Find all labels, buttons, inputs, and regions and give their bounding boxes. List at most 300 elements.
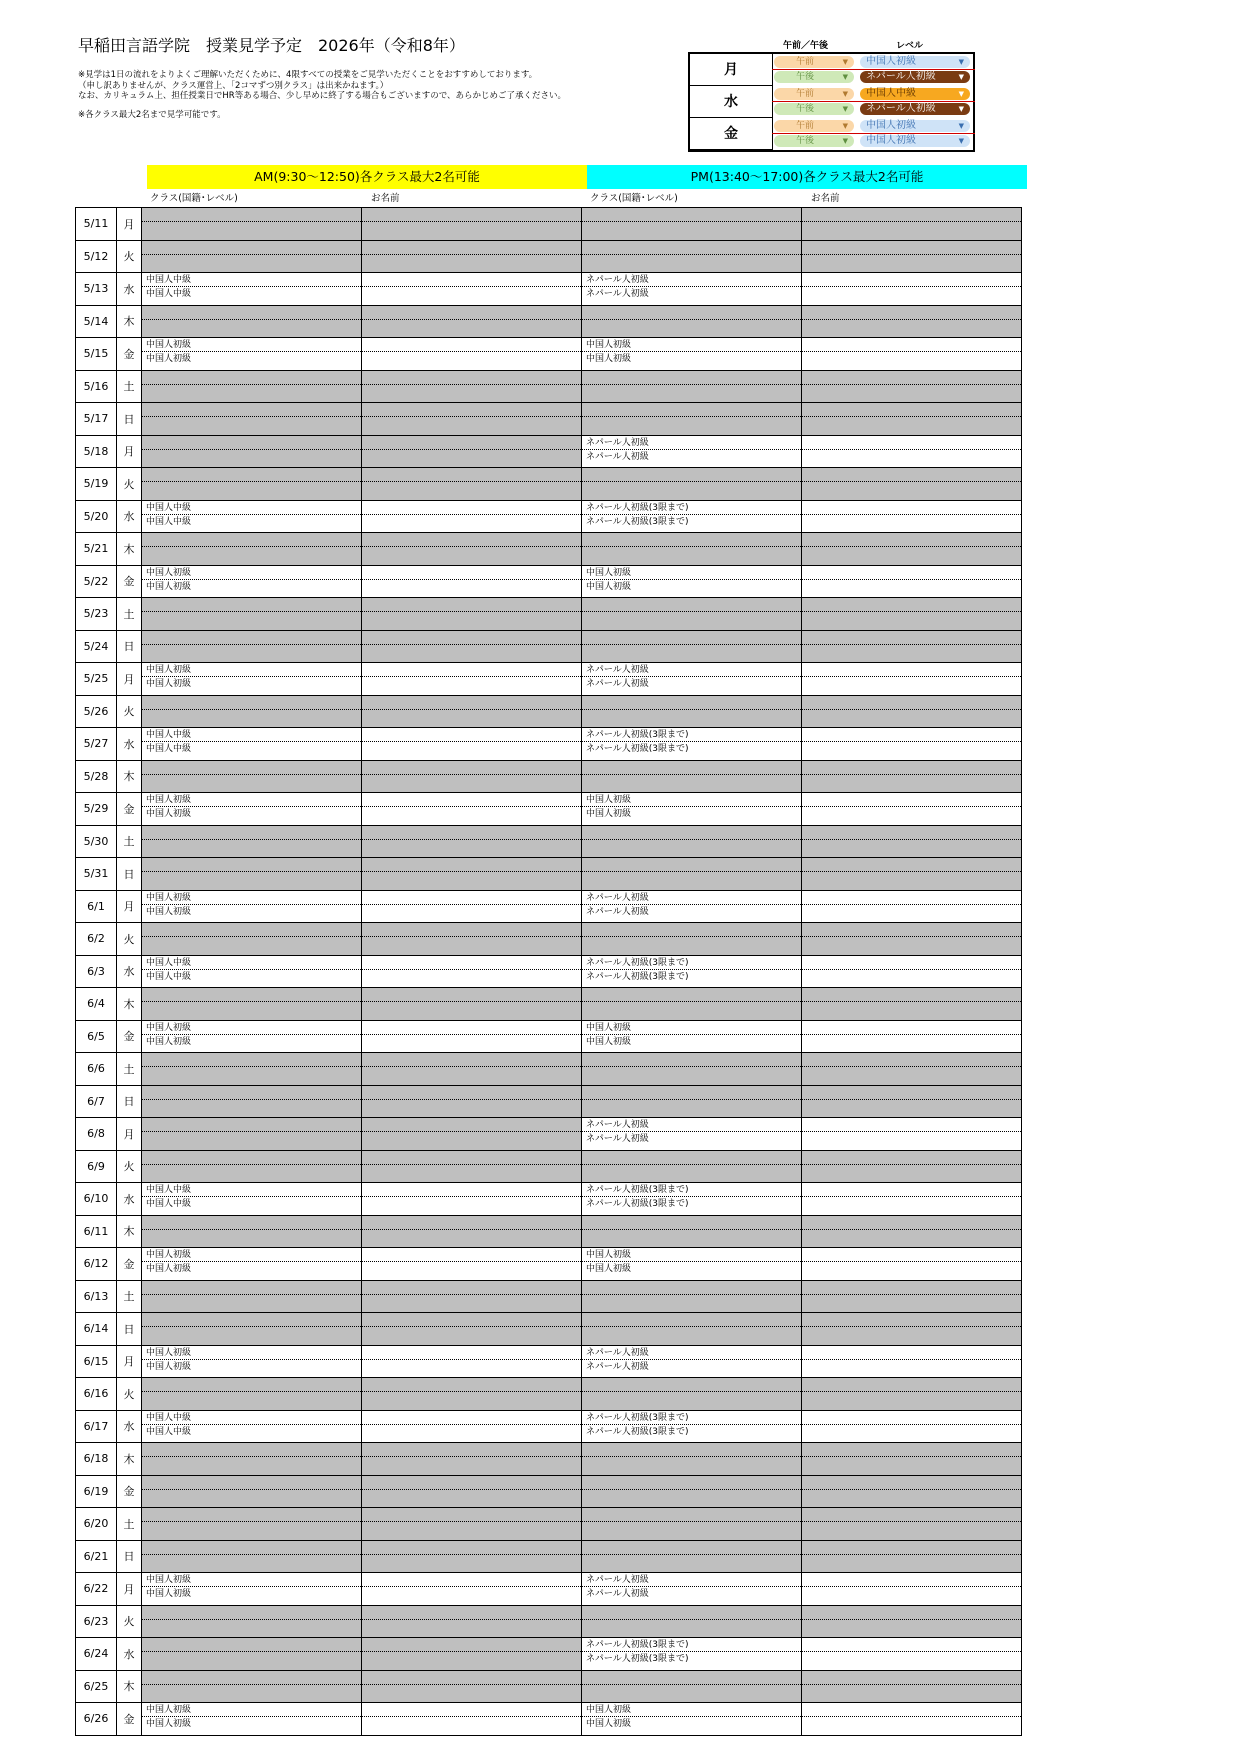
schedule-row [76, 1020, 1022, 1053]
cell-line [802, 807, 1021, 821]
schedule-row [76, 1410, 1022, 1443]
cell-line [802, 728, 1021, 742]
pm-name-cell[interactable] [802, 565, 1022, 598]
cell-line [582, 826, 801, 840]
cell-line: 中国人初級 [146, 1264, 192, 1274]
row-date: 5/29 [76, 793, 117, 826]
am-class-cell [142, 338, 362, 371]
cell-line [362, 645, 581, 659]
cell-line [582, 533, 801, 547]
cell-line [582, 1476, 801, 1490]
cell-line [142, 1392, 361, 1406]
row-weekday: 金 [117, 1703, 142, 1736]
cell-line [802, 970, 1021, 984]
am-name-cell [362, 630, 582, 663]
row-date: 6/12 [76, 1248, 117, 1281]
cell-line [362, 807, 581, 821]
cell-line [142, 241, 361, 255]
pm-class-cell [582, 1508, 802, 1541]
cell-line [362, 742, 581, 756]
row-weekday: 金 [117, 1020, 142, 1053]
am-class-cell [142, 728, 362, 761]
cell-line [582, 1086, 801, 1100]
pm-name-cell[interactable] [802, 500, 1022, 533]
pm-class-cell [582, 533, 802, 566]
cell-line [802, 306, 1021, 320]
am-class-cell [142, 370, 362, 403]
pm-name-cell[interactable] [802, 728, 1022, 761]
legend-am-level-select[interactable] [860, 120, 970, 132]
schedule-row [76, 468, 1022, 501]
pm-name-header: お名前 [811, 193, 840, 204]
cell-line [802, 1346, 1021, 1360]
cell-line [802, 710, 1021, 724]
pm-class-cell [582, 858, 802, 891]
row-weekday: 月 [117, 208, 142, 241]
pm-name-cell [802, 1670, 1022, 1703]
pm-name-cell[interactable] [802, 663, 1022, 696]
pm-class-cell [582, 598, 802, 631]
row-date: 6/7 [76, 1085, 117, 1118]
cell-line [802, 320, 1021, 334]
cell-line [802, 645, 1021, 659]
am-name-cell [362, 435, 582, 468]
schedule-row [76, 598, 1022, 631]
cell-line [362, 371, 581, 385]
legend-am-select[interactable] [774, 120, 854, 132]
row-date: 5/25 [76, 663, 117, 696]
cell-line [362, 1118, 581, 1132]
cell-line [802, 273, 1021, 287]
pm-name-cell[interactable] [802, 890, 1022, 923]
am-class-cell [142, 1118, 362, 1151]
am-class-cell [142, 1475, 362, 1508]
row-date: 6/5 [76, 1020, 117, 1053]
pm-class-cell [582, 955, 802, 988]
cell-line [802, 371, 1021, 385]
cell-line [582, 775, 801, 789]
legend-pm-level-select[interactable] [860, 103, 970, 115]
pm-name-cell[interactable] [802, 1638, 1022, 1671]
cell-line [362, 1508, 581, 1522]
cell-line [582, 631, 801, 645]
schedule-row [76, 955, 1022, 988]
cell-line [582, 241, 801, 255]
cell-line: 中国人初級 [146, 581, 192, 592]
cell-line [142, 450, 361, 464]
cell-line [362, 482, 581, 496]
cell-line [142, 826, 361, 840]
cell-line [802, 923, 1021, 937]
cell-line: 中国人初級 [586, 1719, 632, 1729]
row-date: 5/28 [76, 760, 117, 793]
cell-line [802, 598, 1021, 612]
pill-label: 午後 [796, 136, 815, 146]
pm-name-cell [802, 1443, 1022, 1476]
cell-line [802, 385, 1021, 399]
row-weekday: 日 [117, 1540, 142, 1573]
row-weekday: 月 [117, 663, 142, 696]
legend-am-select[interactable] [774, 88, 854, 100]
pm-name-cell[interactable] [802, 1118, 1022, 1151]
cell-line [362, 840, 581, 854]
am-class-cell [142, 208, 362, 241]
cell-line [362, 320, 581, 334]
cell-line [142, 840, 361, 854]
row-weekday: 水 [117, 1638, 142, 1671]
cell-line [362, 468, 581, 482]
cell-line: ネパール人初級 [582, 1346, 801, 1360]
am-class-cell [142, 1703, 362, 1736]
pm-name-cell [802, 1280, 1022, 1313]
legend-day: 金 [690, 118, 772, 150]
cell-line [362, 1555, 581, 1569]
cell-line: 中国人初級 [586, 1264, 632, 1274]
am-name-cell [362, 305, 582, 338]
cell-line [802, 1327, 1021, 1341]
pm-name-cell [802, 305, 1022, 338]
am-name-cell [362, 468, 582, 501]
cell-line [142, 1313, 361, 1327]
cell-line [142, 255, 361, 269]
pm-name-cell[interactable] [802, 1573, 1022, 1606]
row-date: 5/27 [76, 728, 117, 761]
cell-line [142, 1555, 361, 1569]
cell-line: 中国人中級 [146, 516, 192, 527]
cell-line [362, 1522, 581, 1536]
am-name-cell[interactable] [362, 1573, 582, 1606]
cell-line: ネパール人初級(3限まで) [582, 1183, 801, 1197]
legend-am-select[interactable] [774, 56, 854, 68]
pill-label: 午前 [796, 121, 815, 131]
row-weekday: 木 [117, 533, 142, 566]
cell-line [362, 598, 581, 612]
cell-line [802, 905, 1021, 919]
legend-am-level-select[interactable] [860, 88, 970, 100]
cell-line [802, 1490, 1021, 1504]
cell-line [802, 436, 1021, 450]
note-line: ※見学は1日の流れをよりよくご理解いただくために、4限すべての授業をご見学いただくことをおすすめしております。 [78, 70, 538, 80]
pm-name-cell [802, 1053, 1022, 1086]
row-date: 5/16 [76, 370, 117, 403]
schedule-row [76, 500, 1022, 533]
cell-line [142, 645, 361, 659]
pm-name-cell[interactable] [802, 1183, 1022, 1216]
am-name-cell[interactable] [362, 500, 582, 533]
row-date: 5/18 [76, 435, 117, 468]
pm-name-cell[interactable] [802, 1410, 1022, 1443]
cell-line [582, 858, 801, 872]
cell-line: 中国人初級 [142, 1021, 361, 1035]
cell-line [362, 775, 581, 789]
cell-line [802, 1100, 1021, 1114]
cell-line [362, 793, 581, 807]
cell-line [362, 663, 581, 677]
row-date: 5/23 [76, 598, 117, 631]
cell-line [802, 417, 1021, 431]
cell-line [582, 1216, 801, 1230]
row-weekday: 火 [117, 923, 142, 956]
cell-line [142, 371, 361, 385]
cell-line: 中国人初級 [582, 793, 801, 807]
cell-line [362, 677, 581, 691]
cell-line [582, 937, 801, 951]
schedule-row [76, 1215, 1022, 1248]
cell-line: ネパール人初級 [582, 273, 801, 287]
cell-line [362, 306, 581, 320]
cell-line [362, 1183, 581, 1197]
cell-line: ネパール人初級(3限まで) [582, 501, 801, 515]
am-name-cell[interactable] [362, 728, 582, 761]
pm-name-cell [802, 858, 1022, 891]
cell-line: 中国人中級 [142, 1411, 361, 1425]
cell-line [802, 1165, 1021, 1179]
am-name-header: お名前 [371, 193, 400, 204]
dropdown-arrow-icon: ▼ [958, 90, 964, 98]
pm-name-cell[interactable] [802, 1345, 1022, 1378]
cell-line: ネパール人初級(3限まで) [586, 1199, 689, 1209]
schedule-row [76, 1638, 1022, 1671]
row-weekday: 月 [117, 1345, 142, 1378]
pm-class-cell [582, 305, 802, 338]
row-weekday: 日 [117, 1085, 142, 1118]
schedule-row [76, 858, 1022, 891]
cell-line [362, 547, 581, 561]
am-class-cell [142, 1183, 362, 1216]
pm-class-cell [582, 825, 802, 858]
am-name-cell[interactable] [362, 1703, 582, 1736]
cell-line [142, 710, 361, 724]
legend-pm-select[interactable] [774, 71, 854, 83]
cell-line [802, 1021, 1021, 1035]
cell-line [802, 403, 1021, 417]
cell-line [362, 1248, 581, 1262]
schedule-row [76, 403, 1022, 436]
cell-line: 中国人中級 [146, 744, 192, 754]
cell-line: ネパール人初級 [582, 1118, 801, 1132]
cell-line: 中国人初級 [142, 793, 361, 807]
row-date: 6/21 [76, 1540, 117, 1573]
am-name-cell[interactable] [362, 273, 582, 306]
am-class-cell [142, 663, 362, 696]
row-weekday: 水 [117, 500, 142, 533]
cell-line: 中国人初級 [582, 1248, 801, 1262]
row-date: 6/14 [76, 1313, 117, 1346]
cell-line: ネパール人初級 [586, 451, 649, 462]
cell-line [582, 1067, 801, 1081]
am-name-cell[interactable] [362, 1410, 582, 1443]
cell-line: 中国人中級 [142, 956, 361, 970]
legend-pm-level-select[interactable] [860, 135, 970, 147]
am-class-cell [142, 533, 362, 566]
cell-line: 中国人初級 [582, 338, 801, 352]
cell-line [362, 1262, 581, 1276]
am-name-cell[interactable] [362, 1345, 582, 1378]
cell-line [582, 1671, 801, 1685]
cell-line [142, 1522, 361, 1536]
legend-am-level-select[interactable] [860, 56, 970, 68]
cell-line [142, 547, 361, 561]
am-class-cell [142, 793, 362, 826]
cell-line [362, 1002, 581, 1016]
cell-line [142, 208, 361, 222]
cell-line [142, 1457, 361, 1471]
am-class-cell [142, 1313, 362, 1346]
cell-line [802, 468, 1021, 482]
legend-pm-select[interactable] [774, 135, 854, 147]
cell-line [362, 1313, 581, 1327]
row-date: 5/12 [76, 240, 117, 273]
row-date: 6/11 [76, 1215, 117, 1248]
am-class-cell [142, 1150, 362, 1183]
cell-line [802, 858, 1021, 872]
cell-line [142, 403, 361, 417]
am-name-cell[interactable] [362, 1248, 582, 1281]
am-name-cell[interactable] [362, 1183, 582, 1216]
pm-name-cell[interactable] [802, 1020, 1022, 1053]
schedule-row [76, 1605, 1022, 1638]
cell-line [802, 1671, 1021, 1685]
am-name-cell [362, 858, 582, 891]
am-class-cell [142, 403, 362, 436]
am-class-cell [142, 825, 362, 858]
cell-line [802, 775, 1021, 789]
cell-line [362, 612, 581, 626]
cell-line: 中国人初級 [146, 1589, 192, 1599]
cell-line [582, 320, 801, 334]
pill-label: 中国人初級 [866, 120, 916, 131]
cell-line [362, 1197, 581, 1211]
am-class-cell [142, 305, 362, 338]
pm-class-cell [582, 1345, 802, 1378]
am-class-cell [142, 1085, 362, 1118]
cell-line [362, 872, 581, 886]
am-name-cell[interactable] [362, 663, 582, 696]
cell-line: 中国人初級 [586, 1036, 632, 1047]
cell-line [142, 858, 361, 872]
cell-line [582, 1541, 801, 1555]
schedule-row [76, 1313, 1022, 1346]
cell-line [802, 501, 1021, 515]
cell-line [362, 338, 581, 352]
cell-line: 中国人初級 [582, 1021, 801, 1035]
pm-class-cell [582, 370, 802, 403]
am-name-cell[interactable] [362, 890, 582, 923]
pm-class-cell [582, 1605, 802, 1638]
pm-name-cell[interactable] [802, 1248, 1022, 1281]
cell-line [802, 1132, 1021, 1146]
legend-pm-level-select[interactable] [860, 71, 970, 83]
cell-line [582, 547, 801, 561]
cell-line [582, 468, 801, 482]
pm-name-cell[interactable] [802, 435, 1022, 468]
cell-line [582, 1230, 801, 1244]
am-name-cell [362, 1150, 582, 1183]
cell-line [142, 1230, 361, 1244]
dropdown-arrow-icon: ▼ [842, 58, 848, 66]
pm-class-cell [582, 1378, 802, 1411]
cell-line [142, 1490, 361, 1504]
pm-name-cell[interactable] [802, 793, 1022, 826]
am-name-cell[interactable] [362, 1020, 582, 1053]
cell-line [362, 956, 581, 970]
cell-line: 中国人初級 [586, 809, 632, 819]
cell-line: ネパール人初級 [582, 1573, 801, 1587]
cell-line [142, 1378, 361, 1392]
cell-line: 中国人初級 [146, 906, 192, 917]
pm-name-cell[interactable] [802, 273, 1022, 306]
am-name-cell[interactable] [362, 565, 582, 598]
dropdown-arrow-icon: ▼ [842, 105, 848, 113]
row-weekday: 木 [117, 305, 142, 338]
cell-line [362, 1151, 581, 1165]
cell-line [582, 1606, 801, 1620]
am-name-cell[interactable] [362, 955, 582, 988]
cell-line [802, 1476, 1021, 1490]
pm-name-cell[interactable] [802, 955, 1022, 988]
cell-line [802, 1086, 1021, 1100]
cell-line: 中国人中級 [142, 273, 361, 287]
pm-name-cell[interactable] [802, 1703, 1022, 1736]
schedule-row [76, 273, 1022, 306]
schedule-row [76, 1280, 1022, 1313]
legend-pm-select[interactable] [774, 103, 854, 115]
cell-line: ネパール人初級 [582, 663, 801, 677]
cell-line [142, 1652, 361, 1666]
pill-label: 午前 [796, 89, 815, 99]
cell-line [802, 1443, 1021, 1457]
cell-line [362, 450, 581, 464]
schedule-row [76, 305, 1022, 338]
cell-line [582, 1002, 801, 1016]
row-weekday: 火 [117, 695, 142, 728]
cell-line [582, 645, 801, 659]
am-name-cell [362, 1540, 582, 1573]
pill-label: ネパール人初級 [866, 71, 936, 82]
pm-class-cell [582, 208, 802, 241]
cell-line [802, 547, 1021, 561]
cell-line [802, 1652, 1021, 1666]
pm-name-cell[interactable] [802, 338, 1022, 371]
cell-line [802, 255, 1021, 269]
cell-line: 中国人中級 [146, 289, 192, 299]
cell-line [802, 956, 1021, 970]
am-class-cell [142, 630, 362, 663]
cell-line [362, 1425, 581, 1439]
cell-line: ネパール人初級 [582, 891, 801, 905]
am-class-cell [142, 468, 362, 501]
row-weekday: 水 [117, 1410, 142, 1443]
cell-line [362, 761, 581, 775]
row-weekday: 水 [117, 1183, 142, 1216]
row-date: 5/15 [76, 338, 117, 371]
am-name-cell [362, 370, 582, 403]
cell-line [362, 1100, 581, 1114]
cell-line: 中国人初級 [142, 1703, 361, 1717]
pm-class-cell [582, 1183, 802, 1216]
cell-line [142, 1053, 361, 1067]
cell-line [582, 1151, 801, 1165]
pm-class-cell [582, 1475, 802, 1508]
schedule-row [76, 890, 1022, 923]
cell-line [802, 1717, 1021, 1731]
cell-line [802, 1685, 1021, 1699]
am-class-cell [142, 1280, 362, 1313]
am-name-cell[interactable] [362, 793, 582, 826]
cell-line [362, 287, 581, 301]
am-name-cell[interactable] [362, 338, 582, 371]
cell-line [582, 1685, 801, 1699]
